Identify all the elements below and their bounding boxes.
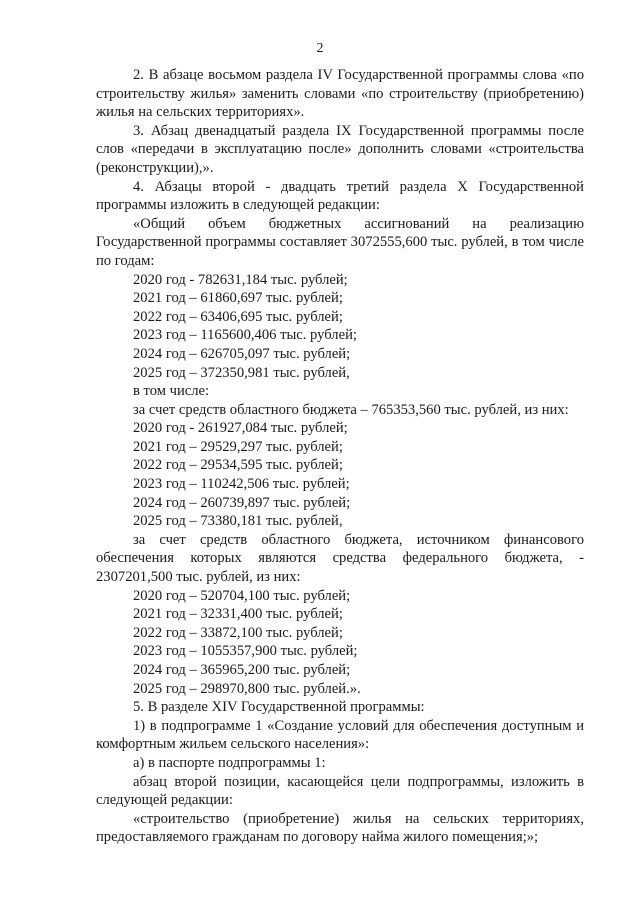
paragraph-5-1-a: а) в паспорте подпрограммы 1: — [133, 754, 326, 771]
federal-source-paragraph: за счет средств областного бюджета, источником финансового обеспечения которых являются средства федерального бюджета, - 2307201,500 тыс. рублей, из них: — [96, 531, 584, 586]
paragraph-5-1-a-text: абзац второй позиции, касающейся цели подпрограммы, изложить в следующей редакции: — [96, 773, 584, 809]
paragraph-4-quote: «Общий объем бюджетных ассигнований на реализацию Государственной программы составляет 3072555,600 тыс. рублей, в том числе по годам: — [96, 215, 584, 269]
federal-year-line: 2020 год – 520704,100 тыс. рублей; — [133, 587, 351, 604]
total-year-line: 2021 год – 61860,697 тыс. рублей; — [133, 290, 343, 307]
federal-year-line: 2024 год – 365965,200 тыс. рублей; — [133, 662, 351, 678]
total-years-list — [96, 271, 584, 383]
paragraph-2: 2. В абзаце восьмом раздела IV Государственной программы слова «по строительству жилья» заменить словами «по строительству (приобретению) жилья на сельских территориях». — [96, 67, 584, 121]
total-year-line: 2020 год - 782631,184 тыс. рублей; — [133, 271, 348, 288]
federal-years-list — [96, 587, 584, 699]
paragraph-4: 4. Абзацы второй - двадцать третий раздела X Государственной программы изложить в следующей редакции: — [96, 178, 584, 214]
regional-year-line: 2021 год – 29529,297 тыс. рублей; — [133, 438, 343, 455]
regional-year-line: 2023 год – 110242,506 тыс. рублей; — [133, 476, 350, 493]
paragraph-5: 5. В разделе XIV Государственной программы: — [133, 699, 425, 716]
paragraph-3: 3. Абзац двенадцатый раздела IX Государственной программы после слов «передачи в эксплуатацию после» дополнить словами «строительства (реконструкции),». — [96, 122, 584, 176]
document-body — [96, 66, 584, 847]
federal-year-line: 2021 год – 32331,400 тыс. рублей; — [133, 606, 343, 623]
regional-year-line: 2022 год – 29534,595 тыс. рублей; — [133, 457, 343, 474]
paragraph-5-1-a-quote: «строительство (приобретение) жилья на сельских территориях, предоставляемого гражданам по договору найма жилого помещения;»; — [96, 810, 584, 846]
page-number: 2 — [316, 41, 324, 56]
regional-budget-paragraph: за счет средств областного бюджета – 765353,560 тыс. рублей, из них: — [133, 401, 569, 418]
federal-year-line: 2022 год – 33872,100 тыс. рублей; — [133, 624, 343, 641]
total-year-line: 2022 год – 63406,695 тыс. рублей; — [133, 308, 343, 325]
federal-year-line: 2023 год – 1055357,900 тыс. рублей; — [133, 643, 358, 660]
regional-year-line: 2025 год – 73380,181 тыс. рублей, — [133, 513, 343, 530]
paragraph-5-1: 1) в подпрограмме 1 «Создание условий для обеспечения доступным и комфортным жильем сельского населения»: — [96, 717, 584, 753]
in-that-number: в том числе: — [133, 383, 210, 400]
federal-year-line: 2025 год – 298970,800 тыс. рублей.». — [133, 680, 361, 697]
regional-year-line: 2024 год – 260739,897 тыс. рублей; — [133, 494, 351, 511]
total-year-line: 2024 год – 626705,097 тыс. рублей; — [133, 345, 351, 362]
total-year-line: 2023 год – 1165600,406 тыс. рублей; — [133, 327, 357, 344]
regional-years-list — [96, 419, 584, 531]
total-year-line: 2025 год – 372350,981 тыс. рублей, — [133, 364, 350, 381]
regional-year-line: 2020 год - 261927,084 тыс. рублей; — [133, 420, 348, 437]
